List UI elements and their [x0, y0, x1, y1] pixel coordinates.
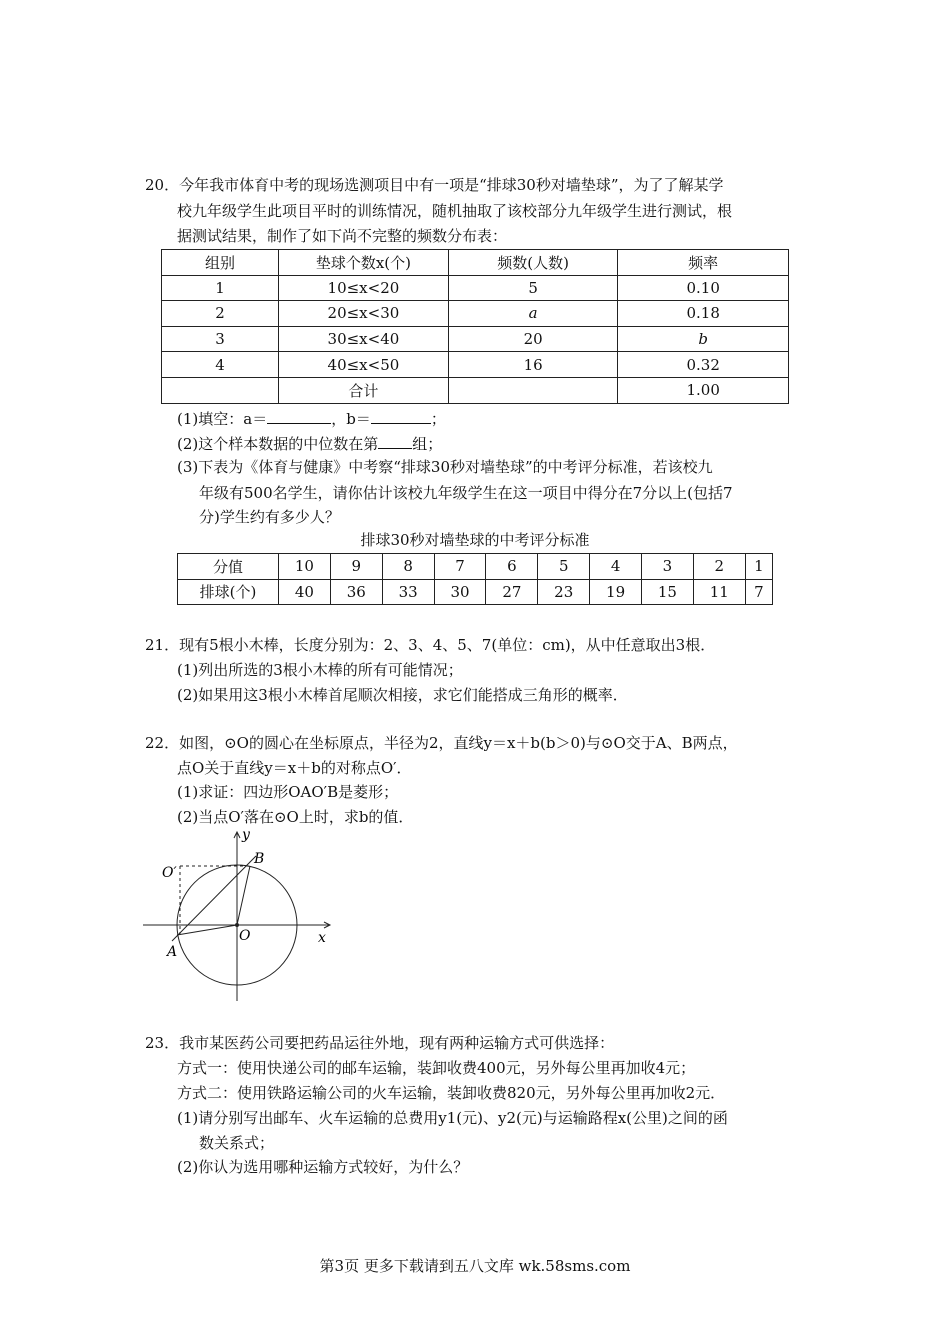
table-cell: 7: [434, 554, 486, 580]
q21-sub2: (2)如果用这3根小木棒首尾顺次相接，求它们能搭成三角形的概率．: [177, 686, 628, 704]
table-cell: 20: [448, 326, 617, 352]
q20-sub1-label-b: ，b＝: [331, 410, 371, 428]
q20-line3: 据测试结果，制作了如下尚不完整的频数分布表：: [177, 227, 508, 245]
table-cell: 40≤x<50: [278, 352, 448, 378]
label-b: B: [254, 851, 265, 867]
table-cell: 3: [642, 554, 694, 580]
q20-line1: 20．今年我市体育中考的现场选测项目中有一项是“排球30秒对墙垫球”，为了了解某学: [145, 176, 724, 194]
table-row: [162, 275, 789, 301]
q20-sub2-end: 组；: [412, 435, 443, 453]
row-label: 分值: [178, 554, 279, 580]
blank-b: [371, 408, 431, 424]
origin-point: [235, 923, 239, 927]
q20-sub3-line2: 年级有500名学生，请你估计该校九年级学生在这一项目中得分在7分以上(包括7: [199, 484, 733, 502]
q20-sub2: [177, 433, 442, 454]
table-cell: 19: [590, 579, 642, 605]
table-cell: 30: [434, 579, 486, 605]
q23-sub1-line2: 数关系式；: [199, 1134, 275, 1152]
table-row: [178, 554, 773, 580]
table-cell: 23: [538, 579, 590, 605]
score-standard-table: [177, 553, 773, 605]
table-cell: 0.32: [618, 352, 789, 378]
q20-sub1: [177, 408, 446, 429]
q23-line1: 23．我市某医药公司要把药品运往外地，现有两种运输方式可供选择：: [145, 1034, 615, 1052]
table-cell: 15: [642, 579, 694, 605]
table-cell: 4: [590, 554, 642, 580]
q20-line2: 校九年级学生此项目平时的训练情况，随机抽取了该校部分九年级学生进行测试，根: [177, 202, 733, 220]
table-cell: 5: [538, 554, 590, 580]
header-cell: 垫球个数x(个): [278, 250, 448, 276]
table-row: [162, 301, 789, 327]
segment-ob: [237, 866, 250, 925]
q20-sub3-line1: (3)下表为《体育与健康》中考察“排球30秒对墙垫球”的中考评分标准，若该校九: [177, 458, 713, 476]
table-cell: b: [618, 326, 789, 352]
table-cell: 27: [486, 579, 538, 605]
table-cell: 1: [162, 275, 279, 301]
q20-sub1-end: ；: [430, 410, 446, 428]
header-cell: 组别: [162, 250, 279, 276]
table-cell: 1.00: [618, 377, 789, 403]
table-cell: 10≤x<20: [278, 275, 448, 301]
q20-sub1-label-a: (1)填空：a＝: [177, 410, 268, 428]
label-a: A: [167, 944, 178, 960]
q22-line1: 22．如图，⊙O的圆心在坐标原点，半径为2，直线y＝x＋b(b＞0)与⊙O交于A、B两点，: [145, 734, 738, 752]
label-y: y: [242, 827, 250, 843]
table-cell: a: [448, 301, 617, 327]
table-cell: 7: [745, 579, 772, 605]
q23-line2: 方式一：使用快递公司的邮车运输，装卸收费400元，另外每公里再加收4元；: [177, 1059, 696, 1077]
header-cell: 频率: [618, 250, 789, 276]
table-header-row: [162, 250, 789, 276]
table-row-total: [162, 377, 789, 403]
table-cell: 16: [448, 352, 617, 378]
q23-sub2: (2)你认为选用哪种运输方式较好，为什么？: [177, 1158, 469, 1176]
q22-sub2: (2)当点O′落在⊙O上时，求b的值．: [177, 808, 414, 826]
table-cell: 6: [486, 554, 538, 580]
table-row: [162, 326, 789, 352]
label-x: x: [318, 930, 326, 946]
table-cell: 2: [693, 554, 745, 580]
q23-sub1-line1: (1)请分别写出邮车、火车运输的总费用y1(元)、y2(元)与运输路程x(公里)之间的函: [177, 1109, 728, 1127]
table-cell: 30≤x<40: [278, 326, 448, 352]
header-cell: 频数(人数): [448, 250, 617, 276]
q21-line1: 21．现有5根小木棒，长度分别为：2、3、4、5、7(单位：cm)，从中任意取出3根．: [145, 636, 716, 654]
blank-group: [378, 433, 412, 449]
table-cell: 20≤x<30: [278, 301, 448, 327]
table-cell: 0.10: [618, 275, 789, 301]
table-cell: 1: [745, 554, 772, 580]
score-table-caption: 排球30秒对墙垫球的中考评分标准: [360, 531, 590, 549]
q21-sub1: (1)列出所选的3根小木棒的所有可能情况；: [177, 661, 463, 679]
table-cell: 8: [382, 554, 434, 580]
table-cell: 0.18: [618, 301, 789, 327]
table-cell: 合计: [278, 377, 448, 403]
table-cell: 5: [448, 275, 617, 301]
label-o: O: [239, 928, 251, 944]
q22-sub1: (1)求证：四边形OAO′B是菱形；: [177, 783, 399, 801]
blank-a: [267, 408, 331, 424]
table-cell: 10: [279, 554, 331, 580]
frequency-table: [161, 249, 789, 404]
table-cell: 3: [162, 326, 279, 352]
table-cell: 40: [279, 579, 331, 605]
table-cell: 33: [382, 579, 434, 605]
row-label: 排球(个): [178, 579, 279, 605]
q22-line2: 点O关于直线y＝x＋b的对称点O′．: [177, 759, 412, 777]
table-cell: 9: [330, 554, 382, 580]
table-row: [178, 579, 773, 605]
circle-geometry-figure: [140, 826, 340, 1006]
q20-sub3-line3: 分)学生约有多少人？: [199, 508, 340, 526]
table-cell: [448, 377, 617, 403]
page-footer: 第3页 更多下载请到五八文库 wk.58sms.com: [319, 1257, 631, 1275]
table-cell: [162, 377, 279, 403]
table-cell: 4: [162, 352, 279, 378]
q23-line3: 方式二：使用铁路运输公司的火车运输，装卸收费820元，另外每公里再加收2元．: [177, 1084, 726, 1102]
label-o-prime: O′: [162, 865, 177, 881]
q20-sub2-text: (2)这个样本数据的中位数在第: [177, 435, 379, 453]
table-row: [162, 352, 789, 378]
table-cell: 11: [693, 579, 745, 605]
table-cell: 36: [330, 579, 382, 605]
table-cell: 2: [162, 301, 279, 327]
